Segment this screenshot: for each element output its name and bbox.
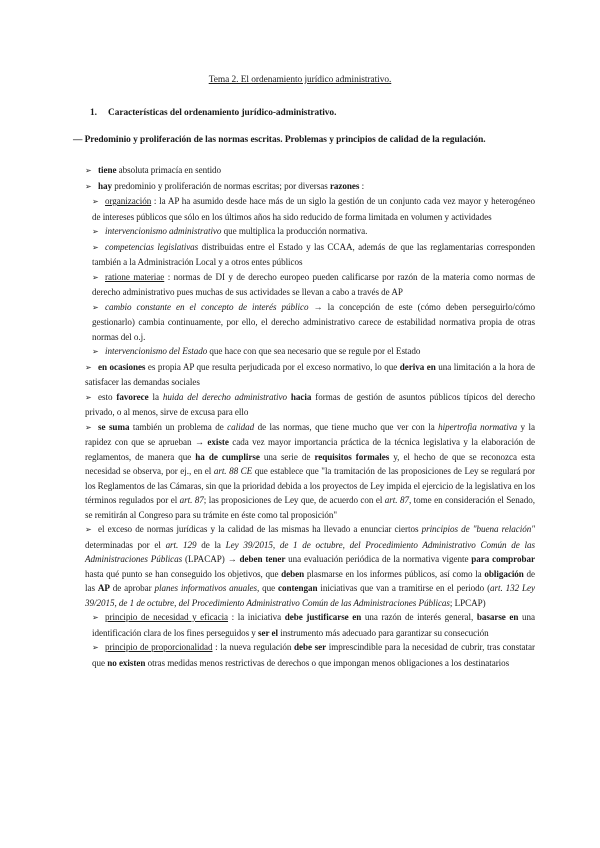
list-item: ➢ competencias legislativas distribuidas entre el Estado y las CCAA, además de que las reglamentarias corresponden también a la Administración Local y a otros entes públicos	[92, 241, 535, 267]
bullet-arrow-icon: ➢	[85, 422, 92, 432]
list-item: ➢ tiene absoluta primacía en sentido	[73, 163, 535, 179]
list-item: ➢ organización : la AP ha asumido desde hace más de un siglo la gestión de un conjunto cada vez mayor y heterogéneo de intereses públicos que sólo en los últimos años ha sido reducido de forma limitada en volumen y actividades	[92, 196, 535, 222]
bullet-arrow-icon: ➢	[85, 166, 92, 175]
list-item: ➢ intervencionismo del Estado que hace con que sea necesario que se regule por el Estado	[73, 344, 535, 360]
bullet-arrow-icon: ➢	[92, 227, 99, 236]
bullet-arrow-icon: ➢	[92, 242, 99, 252]
list-item: ➢ el exceso de normas jurídicas y la calidad de las mismas ha llevado a enunciar ciertos principios de "buena relación" determinadas por el art. 129 de la Ley 39/2015, de 1 de octubre, del Procedimiento Administrativo Común de las Administraciones Públicas (LPACAP) → deben tener una evaluación periódica de la normativa vigente para comprobar hasta qué punto se han conseguido los objetivos, que deben plasmarse en los informes públicos, así como la obligación de las AP de aprobar planes informativos anuales, que contengan iniciativas que van a tramitirse en el periodo (art. 132 Ley 39/2015, de 1 de octubre, del Procedimiento Administrativo Común de las Administraciones Públicas; LPCAP)	[85, 524, 535, 608]
list-item: ➢ esto favorece la huida del derecho administrativo hacia formas de gestión de asuntos públicos típicos del derecho privado, o al menos, sirve de excusa para ello	[85, 391, 535, 417]
list-item: ➢ en ocasiones es propia AP que resulta perjudicada por el exceso normativo, lo que deriva en una limitación a la hora de satisfacer las demandas sociales	[85, 361, 535, 387]
bullet-arrow-icon: ➢	[92, 272, 99, 282]
bullet-arrow-icon: ➢	[85, 392, 92, 402]
list-item: ➢ hay predominio y proliferación de normas escritas; por diversas razones :	[73, 179, 535, 195]
bullet-arrow-icon: ➢	[92, 643, 99, 652]
section-number: 1.	[90, 108, 97, 118]
list-item: ➢ principio de proporcionalidad : la nueva regulación debe ser imprescindible para la necesidad de cubrir, tras constatar que no existen otras medidas menos restrictivas de derechos o que impongan menos obligaciones a los destinatarios	[92, 642, 535, 668]
bullet-arrow-icon: ➢	[85, 181, 92, 191]
bullet-arrow-icon: ➢	[92, 347, 99, 356]
bullet-arrow-icon: ➢	[92, 302, 99, 312]
list-item: ➢ se suma también un problema de calidad de las normas, que tiene mucho que ver con la hipertrofia normativa y la rapidez con que se aprueban → existe cada vez mayor importancia práctica de la técnica legislativa y la elaboración de reglamentos, de manera que ha de cumplirse una serie de requisitos formales y, el hecho de que se reconozca esta necesidad se observa, por ej., en el art. 88 CE que establece que "la tramitación de las proposiciones de Ley se regulará por los Reglamentos de las Cámaras, sin que la prioridad debida a los proyectos de Ley impida el ejercicio de la legislativa en los términos regulados por el art. 87; las proposiciones de Ley que, de acuerdo con el art. 87, tome en consideración el Senado, se remitirán al Congreso para su trámite en éste como tal proposición"	[85, 421, 536, 520]
bullet-arrow-icon: ➢	[85, 525, 92, 534]
list-item: ➢ principio de necesidad y eficacia : la iniciativa debe justificarse en una razón de interés general, basarse en una identificación clara de los fines perseguidos y ser el instrumento más adecuado para garantizar su consecución	[92, 612, 535, 638]
list-item: ➢ cambio constante en el concepto de interés público → la concepción de este (cómo deben perseguirlo/cómo gestionarlo) cambia continuamente, por ello, el derecho administrativo carece de estabilidad normativa propia de otras normas del o.j.	[92, 301, 535, 342]
section-heading-text: Características del ordenamiento jurídico-administrativo.	[108, 108, 337, 118]
bullet-list	[73, 163, 535, 670]
page-title: Tema 2. El ordenamiento jurídico administrativo.	[208, 75, 392, 85]
bullet-arrow-icon: ➢	[92, 197, 99, 206]
section-heading	[90, 106, 336, 121]
list-item: ➢ intervencionismo administrativo que multiplica la producción normativa.	[73, 224, 535, 240]
subsection-heading: — Predominio y proliferación de las normas escritas. Problemas y principios de calidad de la regulación.	[73, 135, 486, 145]
bullet-arrow-icon: ➢	[85, 362, 92, 372]
bullet-arrow-icon: ➢	[92, 613, 99, 622]
list-item: ➢ ratione materiae : normas de DI y de derecho europeo pueden calificarse por razón de la materia como normas de derecho administrativo pues muchas de sus actividades se llevan a cabo a través de AP	[92, 271, 535, 297]
